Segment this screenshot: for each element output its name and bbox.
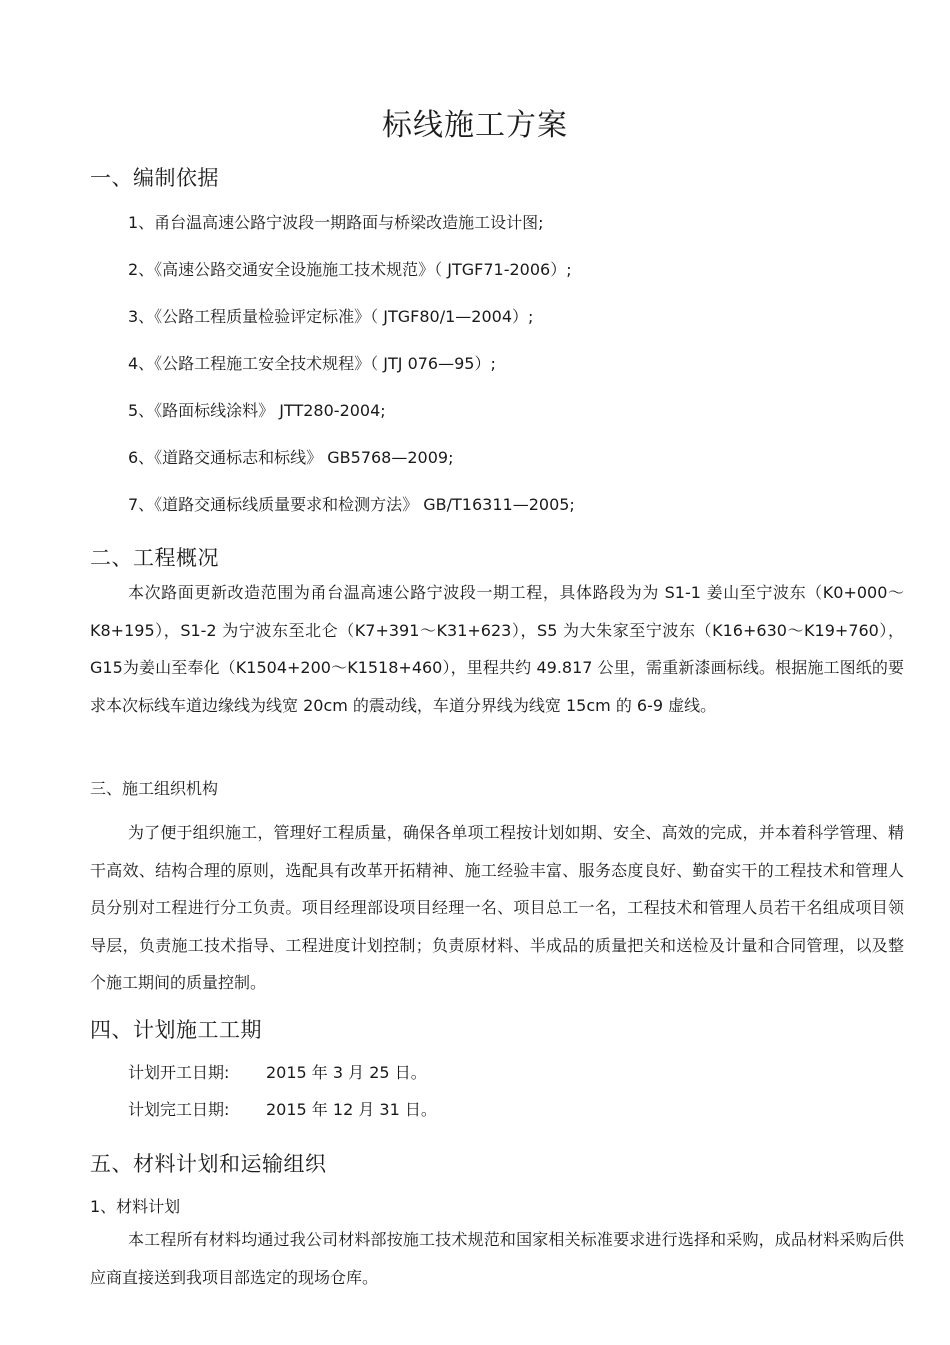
organization-paragraph: 为了便于组织施工，管理好工程质量，确保各单项工程按计划如期、安全、高效的完成，并本着科学管理、精干高效、结构合理的原则，选配具有改革开拓精神、施工经验丰富、服务态度良好、勤奋实干的工程技术和管理人员分别对工程进行分工负责。项目经理部设项目经理一名、项目总工一名，工程技术和管理人员若干名组成项目领导层，负责施工技术指导、工程进度计划控制；负责原材料、半成品的质量把关和送检及计量和合同管理，以及整个施工期间的质量控制。 — [90, 823, 904, 992]
schedule-start-row — [128, 1060, 427, 1083]
reference-item: 3、《公路工程质量检验评定标准》（ JTGF80/1—2004）; — [128, 307, 534, 326]
section-heading-overview: 二、工程概况 — [90, 546, 219, 570]
materials-paragraph: 本工程所有材料均通过我公司材料部按施工技术规范和国家相关标准要求进行选择和采购，成品材料采购后供应商直接送到我项目部选定的现场仓库。 — [90, 1230, 904, 1287]
reference-item: 7、《道路交通标线质量要求和检测方法》 GB/T16311—2005; — [128, 495, 575, 514]
reference-item: 5、《路面标线涂料》 JTT280-2004; — [128, 401, 386, 420]
section-heading-organization: 三、施工组织机构 — [90, 779, 219, 798]
section-heading-basis: 一、编制依据 — [90, 166, 219, 190]
document-title: 标线施工方案 — [382, 108, 568, 143]
schedule-end-value: 2015 年 12 月 31 日。 — [266, 1100, 437, 1119]
schedule-end-row — [128, 1097, 437, 1120]
schedule-start-label: 计划开工日期: — [128, 1063, 230, 1082]
schedule-end-label: 计划完工日期: — [128, 1100, 230, 1119]
section-heading-materials: 五、材料计划和运输组织 — [90, 1152, 327, 1176]
overview-paragraph: 本次路面更新改造范围为甬台温高速公路宁波段一期工程，具体路段为为 S1-1 姜山至宁波东（K0+000～K8+195），S1-2 为宁波东至北仑（K7+391～K31+623），S5 为大朱家至宁波东（K16+630～K19+760），G15为姜山至奉化（K1504+200～K1518+460），里程共约 49.817 公里，需重新漆画标线。根据施工图纸的要求本次标线车道边缘线为线宽 20cm 的震动线，车道分界线为线宽 15cm 的 6-9 虚线。 — [90, 583, 904, 715]
reference-item: 4、《公路工程施工安全技术规程》（ JTJ 076—95）; — [128, 354, 496, 373]
section-heading-schedule: 四、计划施工工期 — [90, 1018, 262, 1042]
reference-item: 2、《高速公路交通安全设施施工技术规范》（ JTGF71-2006）; — [128, 260, 572, 279]
reference-item: 6、《道路交通标志和标线》 GB5768—2009; — [128, 448, 454, 467]
reference-item: 1、甬台温高速公路宁波段一期路面与桥梁改造施工设计图; — [128, 213, 544, 232]
sub-heading-material-plan: 1、材料计划 — [90, 1197, 181, 1216]
schedule-start-value: 2015 年 3 月 25 日。 — [266, 1063, 427, 1082]
